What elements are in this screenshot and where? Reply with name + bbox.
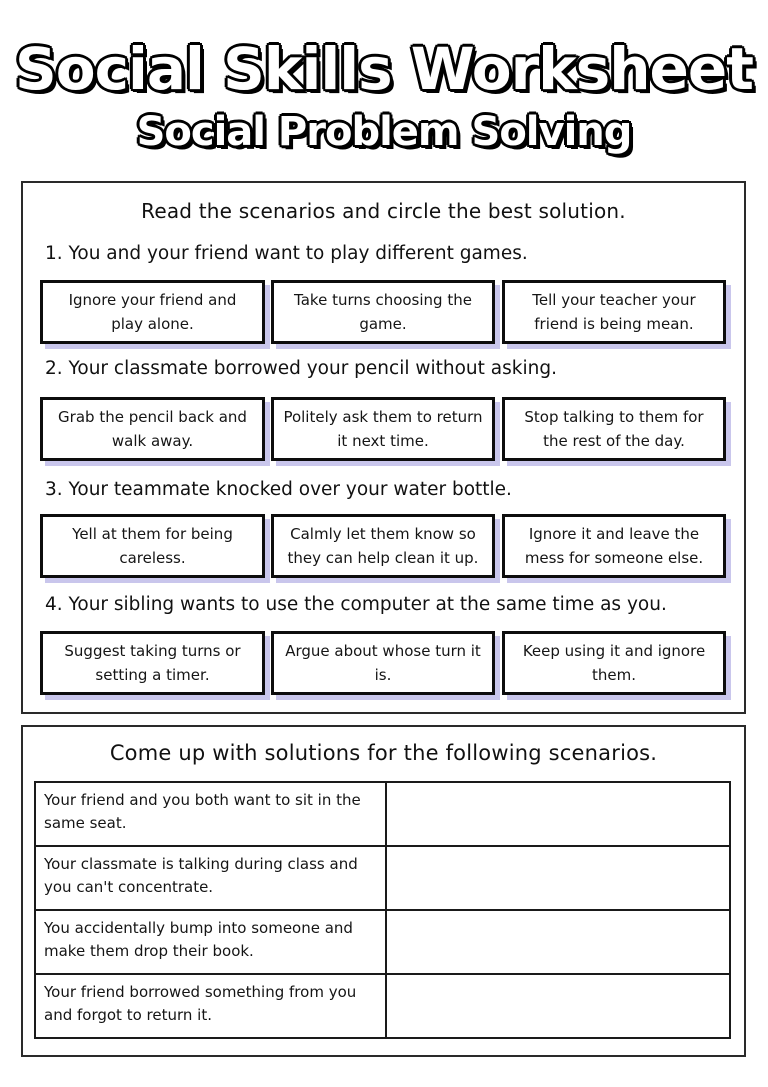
table-row bbox=[35, 910, 730, 974]
solutions-table bbox=[34, 781, 731, 1039]
option-3b[interactable]: Calmly let them know so they can help clean it up. bbox=[271, 514, 495, 578]
option-3c[interactable]: Ignore it and leave the mess for someone else. bbox=[502, 514, 726, 578]
question-1-options bbox=[40, 280, 730, 344]
option-4a[interactable]: Suggest taking turns or setting a timer. bbox=[40, 631, 265, 695]
answer-cell[interactable] bbox=[386, 974, 730, 1038]
worksheet-header bbox=[0, 35, 768, 155]
scenario-cell: Your friend and you both want to sit in the same seat. bbox=[35, 782, 386, 846]
table-row bbox=[35, 782, 730, 846]
open-response-section bbox=[21, 725, 746, 1057]
option-2a[interactable]: Grab the pencil back and walk away. bbox=[40, 397, 265, 461]
answer-cell[interactable] bbox=[386, 782, 730, 846]
section2-instruction: Come up with solutions for the following scenarios. bbox=[109, 741, 658, 765]
option-3a[interactable]: Yell at them for being careless. bbox=[40, 514, 265, 578]
scenario-cell: Your classmate is talking during class and you can't concentrate. bbox=[35, 846, 386, 910]
option-2c[interactable]: Stop talking to them for the rest of the day. bbox=[502, 397, 726, 461]
option-1c[interactable]: Tell your teacher your friend is being mean. bbox=[502, 280, 726, 344]
section1-instruction: Read the scenarios and circle the best solution. bbox=[141, 199, 626, 223]
option-1a[interactable]: Ignore your friend and play alone. bbox=[40, 280, 265, 344]
option-4c[interactable]: Keep using it and ignore them. bbox=[502, 631, 726, 695]
answer-cell[interactable] bbox=[386, 846, 730, 910]
option-2b[interactable]: Politely ask them to return it next time. bbox=[271, 397, 495, 461]
option-1b[interactable]: Take turns choosing the game. bbox=[271, 280, 495, 344]
question-3: 3. Your teammate knocked over your water bottle. bbox=[45, 479, 512, 500]
answer-cell[interactable] bbox=[386, 910, 730, 974]
table-row bbox=[35, 846, 730, 910]
question-4: 4. Your sibling wants to use the computer at the same time as you. bbox=[45, 594, 667, 615]
table-row bbox=[35, 974, 730, 1038]
scenario-cell: You accidentally bump into someone and make them drop their book. bbox=[35, 910, 386, 974]
question-3-options bbox=[40, 514, 730, 578]
option-4b[interactable]: Argue about whose turn it is. bbox=[271, 631, 495, 695]
question-1: 1. You and your friend want to play different games. bbox=[45, 243, 528, 264]
multiple-choice-section bbox=[21, 181, 746, 714]
question-4-options bbox=[40, 631, 730, 695]
worksheet-title: Social Skills Worksheet bbox=[15, 35, 753, 103]
question-2-options bbox=[40, 397, 730, 461]
worksheet-subtitle: Social Problem Solving bbox=[136, 109, 632, 155]
question-2: 2. Your classmate borrowed your pencil without asking. bbox=[45, 358, 557, 379]
scenario-cell: Your friend borrowed something from you and forgot to return it. bbox=[35, 974, 386, 1038]
